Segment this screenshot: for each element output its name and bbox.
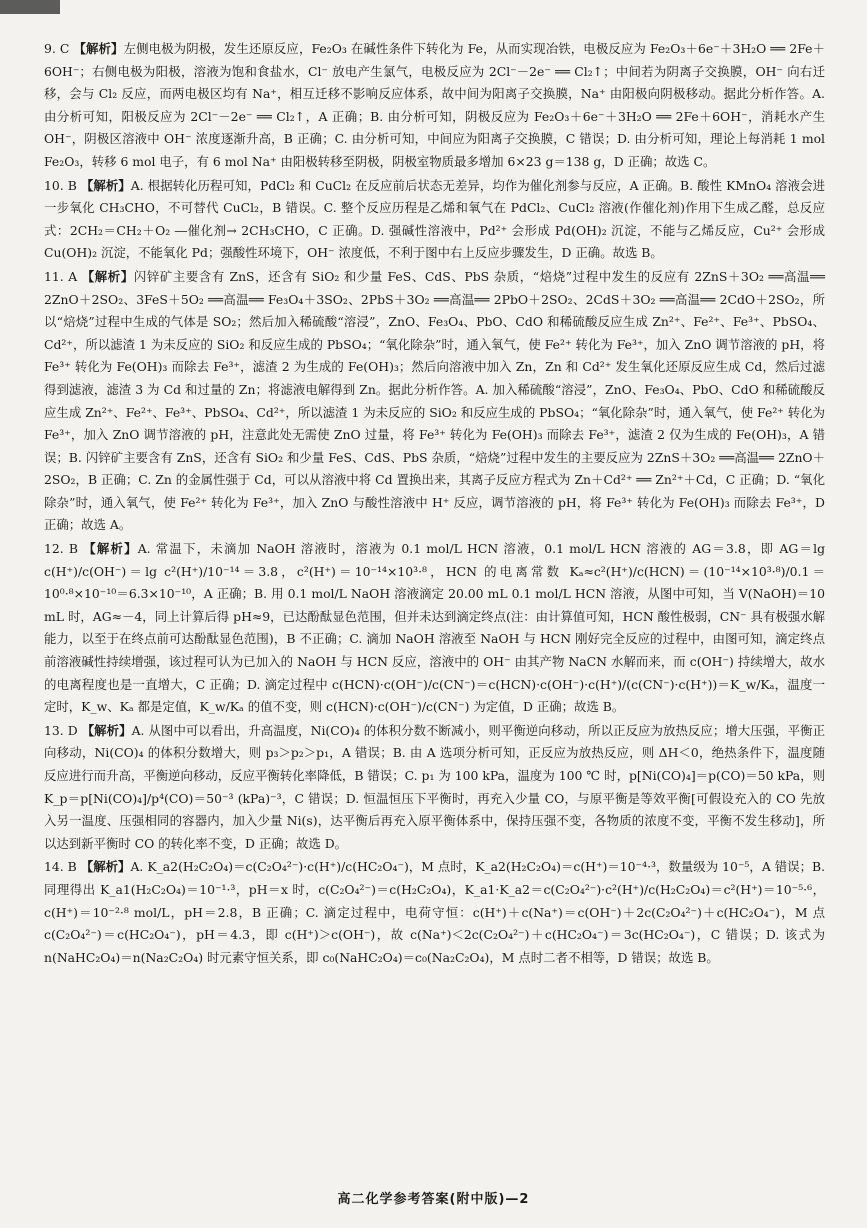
answer-number: 13. D [44, 722, 78, 738]
answer-11 [44, 266, 825, 537]
answer-number: 12. B [44, 541, 78, 557]
answer-text: 左侧电极为阴极，发生还原反应，Fe₂O₃ 在碱性条件下转化为 Fe，从而实现冶铁，电极反应为 Fe₂O₃＋6e⁻＋3H₂O ══ 2Fe＋6OH⁻；右侧电极为阳极，溶液为饱和食盐水，Cl⁻ 放电产生氯气，电极反应为 2Cl⁻－2e⁻ ══ Cl₂↑；中间若为阴离子交换膜，OH⁻ 向右迁移，会与 Cl₂ 反应，而两电极区均有 Na⁺，相互迁移不影响反应体系，故中间为阳离子交换膜，Na⁺ 由阳极向阴极移动。据此分析作答。A. 由分析可知，阳极反应为 2Cl⁻－2e⁻ ══ Cl₂↑，A 正确；B. 由分析可知，阴极反应为 Fe₂O₃＋6e⁻＋3H₂O ══ 2Fe＋6OH⁻，消耗水产生 OH⁻，阴极区溶液中 OH⁻ 浓度逐渐升高，B 正确；C. 由分析可知，中间应为阳离子交换膜，C 错误；D. 由分析可知，理论上每消耗 1 mol Fe₂O₃，转移 6 mol 电子，有 6 mol Na⁺ 由阳极转移至阴极，阴极室物质最多增加 6×23 g＝138 g，D 正确；故选 C。 [44, 41, 825, 169]
answer-text: A. 从图中可以看出，升高温度，Ni(CO)₄ 的体积分数不断减小，则平衡逆向移动，所以正反应为放热反应；增大压强，平衡正向移动，Ni(CO)₄ 的体积分数增大，则 p₃＞p₂＞p₁，A 错误；B. 由 A 选项分析可知，正反应为放热反应，则 ΔH＜0，绝热条件下，温度随反应进行而升高，平衡逆向移动，反应平衡转化率降低，B 错误；C. p₁ 为 100 kPa，温度为 100 ℃ 时，p[Ni(CO)₄]＝p(CO)＝50 kPa，则 K_p＝p[Ni(CO)₄]/p⁴(CO)＝50⁻³ (kPa)⁻³，C 错误；D. 恒温恒压下平衡时，再充入少量 CO，与原平衡是等效平衡[可假设充入的 CO 先放入另一温度、压强相同的容器内，加入少量 Ni(s)，达平衡后再充入原平衡体系中，保持压强不变，各物质的浓度不变，平衡不发生移动]，所以达到新平衡时 CO 的转化率不变，D 正确；故选 D。 [44, 722, 826, 851]
analysis-tag: 【解析】 [73, 41, 124, 56]
analysis-tag: 【解析】 [81, 268, 134, 284]
answer-text: A. 常温下，未滴加 NaOH 溶液时，溶液为 0.1 mol/L HCN 溶液，0.1 mol/L HCN 溶液的 AG＝3.8，即 AG＝lg c(H⁺)/c(OH⁻)＝lg c²(H⁺)/10⁻¹⁴＝3.8，c²(H⁺)＝10⁻¹⁴×10³·⁸，HCN 的电离常数 Kₐ≈c²(H⁺)/c(HCN)＝(10⁻¹⁴×10³·⁸)/0.1＝10⁰·⁸×10⁻¹⁰＝6.3×10⁻¹⁰，A 正确；B. 用 0.1 mol/L NaOH 溶液滴定 20.00 mL 0.1 mol/L HCN 溶液，从图中可知，当 V(NaOH)＝10 mL 时，AG≈－4，同上计算后得 pH≈9，已达酚酞显色范围，但并未达到滴定终点(注：由计算值可知，HCN 酸性极弱，CN⁻ 具有极强水解能力，以至于在终点前可达酚酞显色范围)，B 不正确；C. 滴加 NaOH 溶液至 NaOH 与 HCN 刚好完全反应的过程中，由图可知，滴定终点前溶液碱性持续增强，该过程可认为已加入的 NaOH 与 HCN 反应，溶液中的 OH⁻ 由其产物 NaCN 水解而来，而 c(OH⁻) 持续增大，故水的电离程度也是一直增大，C 正确；D. 滴定过程中 c(HCN)·c(OH⁻)/c(CN⁻)＝c(HCN)·c(OH⁻)·c(H⁺)/(c(CN⁻)·c(H⁺))＝K_w/Kₐ，温度一定时，K_w、Kₐ 都是定值，K_w/Kₐ 的值不变，则 c(HCN)·c(OH⁻)/c(CN⁻) 为定值，D 正确；故选 B。 [44, 541, 826, 715]
answer-number: 9. C [44, 41, 70, 56]
answer-number: 11. A [44, 268, 78, 284]
page-footer: 高二化学参考答案(附中版)—2 [337, 1192, 530, 1207]
answer-10 [44, 175, 825, 265]
answer-12 [44, 538, 825, 719]
answer-text: A. 根据转化历程可知，PdCl₂ 和 CuCl₂ 在反应前后状态无差异，均作为催化剂参与反应，A 正确。B. 酸性 KMnO₄ 溶液会进一步氧化 CH₃CHO，不可替代 CuCl₂，B 错误。C. 整个反应历程是乙烯和氧气在 PdCl₂、CuCl₂ 溶液(作催化剂)作用下生成乙醛，总反应式：2CH₂＝CH₂＋O₂ ―催化剂→ 2CH₃CHO，C 正确。D. 强碱性溶液中，Pd²⁺ 会形成 Pd(OH)₂ 沉淀，不能与乙烯反应，Cu²⁺ 会形成 Cu(OH)₂ 沉淀，不能氧化 Pd；强酸性环境下，OH⁻ 浓度低，不利于图中右上反应步骤发生，D 正确。故选 B。 [44, 177, 825, 261]
analysis-tag: 【解析】 [80, 177, 131, 193]
answer-text: A. K_a2(H₂C₂O₄)＝c(C₂O₄²⁻)·c(H⁺)/c(HC₂O₄⁻)，M 点时，K_a2(H₂C₂O₄)＝c(H⁺)＝10⁻⁴·³，数量级为 10⁻⁵，A 错误；B. 同理得出 K_a1(H₂C₂O₄)＝10⁻¹·³，pH＝x 时，c(C₂O₄²⁻)＝c(H₂C₂O₄)，K_a1·K_a2＝c(C₂O₄²⁻)·c²(H⁺)/c(H₂C₂O₄)＝c²(H⁺)＝10⁻⁵·⁶，c(H⁺)＝10⁻²·⁸ mol/L，pH＝2.8，B 正确；C. 滴定过程中，电荷守恒：c(H⁺)＋c(Na⁺)＝c(OH⁻)＋2c(C₂O₄²⁻)＋c(HC₂O₄⁻)，M 点 c(C₂O₄²⁻)＝c(HC₂O₄⁻)，pH＝4.3，即 c(H⁺)＞c(OH⁻)，故 c(Na⁺)＜2c(C₂O₄²⁻)＋c(HC₂O₄⁻)＝3c(HC₂O₄⁻)，C 错误；D. 该式为 n(NaHC₂O₄)＝n(Na₂C₂O₄) 时元素守恒关系，即 c₀(NaHC₂O₄)＝c₀(Na₂C₂O₄)，M 点时二者不相等，D 错误；故选 B。 [44, 859, 826, 965]
answer-text: 闪锌矿主要含有 ZnS，还含有 SiO₂ 和少量 FeS、CdS、PbS 杂质，“焙烧”过程中发生的反应有 2ZnS＋3O₂ ══高温══ 2ZnO＋2SO₂、3FeS＋5O₂ ══高温══ Fe₃O₄＋3SO₂、2PbS＋3O₂ ══高温══ 2PbO＋2SO₂、2CdS＋3O₂ ══高温══ 2CdO＋2SO₂，所以“焙烧”过程中生成的气体是 SO₂；然后加入稀硫酸“溶浸”，ZnO、Fe₃O₄、PbO、CdO 和稀硫酸反应生成 Zn²⁺、Fe²⁺、Fe³⁺、PbSO₄、Cd²⁺，所以滤渣 1 为未反应的 SiO₂ 和反应生成的 PbSO₄；“氧化除杂”时，通入氧气，使 Fe²⁺ 转化为 Fe³⁺，加入 ZnO 调节溶液的 pH，将 Fe³⁺ 转化为 Fe(OH)₃ 而除去 Fe³⁺，滤渣 2 为生成的 Fe(OH)₃；然后向溶液中加入 Zn，Zn 和 Cd²⁺ 发生氧化还原反应生成 Cd，然后过滤得到滤液，滤渣 3 为 Cd 和过量的 Zn；将滤液电解得到 Zn。据此分析作答。A. 加入稀硫酸“溶浸”，ZnO、Fe₃O₄、PbO、CdO 和稀硫酸反应生成 Zn²⁺、Fe²⁺、Fe³⁺、PbSO₄、Cd²⁺，所以滤渣 1 为未反应的 SiO₂ 和反应生成的 PbSO₄；“氧化除杂”时，通入氧气，使 Fe²⁺ 转化为 Fe³⁺，加入 ZnO 调节溶液的 pH，注意此处无需使 ZnO 过量，将 Fe³⁺ 转化为 Fe(OH)₃ 而除去 Fe³⁺，滤渣 2 仅为生成的 Fe(OH)₃，A 错误；B. 闪锌矿主要含有 ZnS，还含有 SiO₂ 和少量 FeS、CdS、PbS 杂质，“焙烧”过程中发生的主要反应为 2ZnS＋3O₂ ══高温══ 2ZnO＋2SO₂，B 正确；C. Zn 的金属性强于 Cd，可以从溶液中将 Cd 置换出来，其离子反应方程式为 Zn＋Cd²⁺ ══ Zn²⁺＋Cd，C 正确；D. “氧化除杂”时，通入氧气，使 Fe²⁺ 转化为 Fe³⁺，加入 ZnO 与酸性溶液中 H⁺ 反应，调节溶液的 pH，将 Fe³⁺ 转化为 Fe(OH)₃ 而除去 Fe³⁺，D 正确；故选 A。 [44, 268, 825, 533]
answer-number: 10. B [44, 177, 77, 193]
analysis-tag: 【解析】 [83, 541, 138, 557]
answer-9 [44, 38, 825, 174]
answer-13 [44, 720, 825, 856]
answer-14 [44, 856, 825, 969]
analysis-tag: 【解析】 [80, 859, 131, 875]
answer-number: 14. B [44, 859, 77, 875]
analysis-tag: 【解析】 [81, 722, 132, 738]
scan-mark [0, 0, 60, 14]
